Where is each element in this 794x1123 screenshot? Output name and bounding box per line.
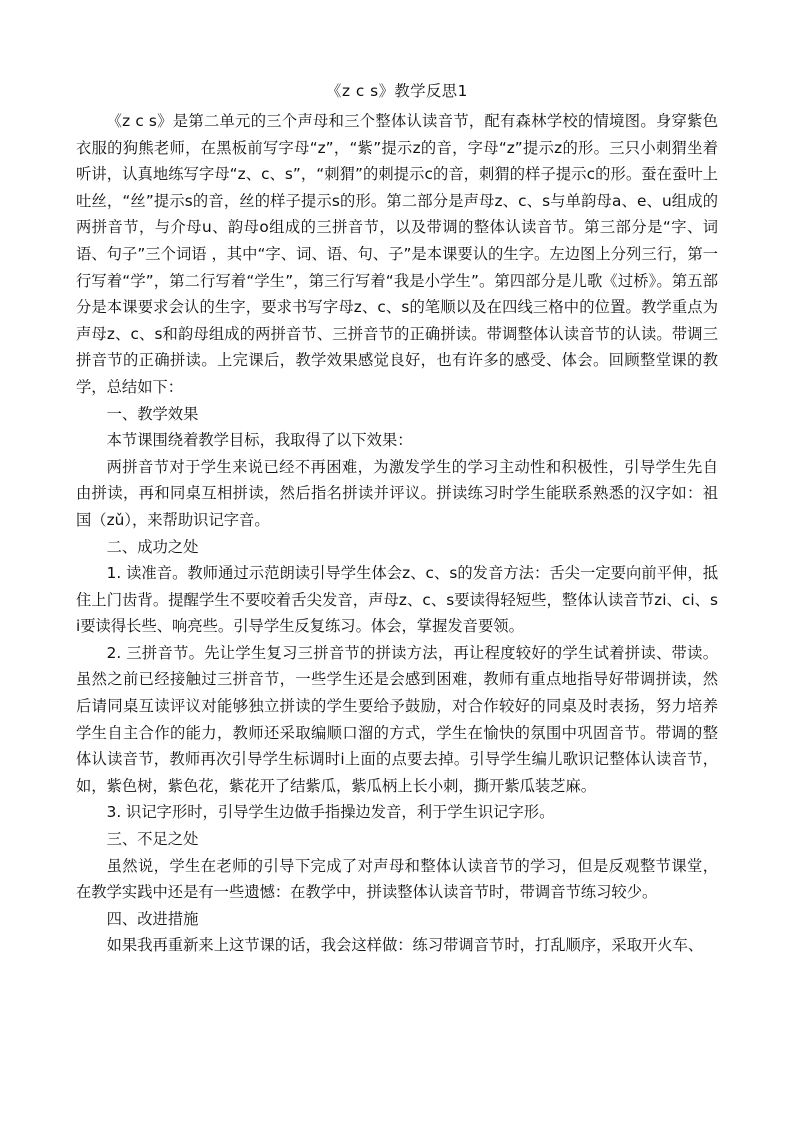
paragraph: 如果我再重新来上这节课的话，我会这样做：练习带调音节时，打乱顺序，采取开火车、	[106, 936, 704, 955]
section-heading: 三、不足之处	[106, 830, 199, 849]
paragraph: 虽然说，学生在老师的引导下完成了对声母和整体认读音节的学习，但是反观整节课堂，在教学实践中还是有一些遗憾：在教学中，拼读整体认读音节时，带调音节练习较少。	[76, 856, 718, 902]
section-heading: 一、教学效果	[106, 404, 199, 423]
paragraph: 两拼音节对于学生来说已经不再困难，为激发学生的学习主动性和积极性，引导学生先自由拼读，再和同桌互相拼读，然后指名拼读并评议。拼读练习时学生能联系熟悉的汉字如：祖国（zǔ），来帮助识记字音。	[76, 457, 718, 529]
paragraph: 3. 识记字形时，引导学生边做手指操边发音，利于学生识记字形。	[106, 803, 555, 822]
document-body	[76, 108, 718, 959]
document-title: 《z c s》教学反思1	[326, 82, 468, 100]
section-heading: 二、成功之处	[106, 537, 199, 556]
paragraph: 2. 三拼音节。先让学生复习三拼音节的拼读方法，再让程度较好的学生试着拼读、带读。虽然之前已经接触过三拼音节，一些学生还是会感到困难，教师有重点地指导好带调拼读，然后请同桌互读评议对能够独立拼读的学生要给予鼓励，对合作较好的同桌及时表扬，努力培养学生自主合作的能力，教师还采取编顺口溜的方式，学生在愉快的氛围中巩固音节。带调的整体认读音节，教师再次引导学生标调时i上面的点要去掉。引导学生编儿歌识记整体认读音节，如，紫色树，紫色花，紫花开了结紫瓜，紫瓜柄上长小刺，撕开紫瓜装芝麻。	[76, 643, 718, 795]
document-page	[76, 74, 718, 959]
paragraph: 《z c s》是第二单元的三个声母和三个整体认读音节，配有森林学校的情境图。身穿紫色衣服的狗熊老师，在黑板前写字母“z”，“紫”提示z的音，字母“z”提示z的形。三只小刺猬坐着听讲，认真地练写字母“z、c、s”，“刺猬”的刺提示c的音，刺猬的样子提示c的形。蚕在蚕叶上吐丝，“丝”提示s的音，丝的样子提示s的形。第二部分是声母z、c、s与单韵母a、e、u组成的两拼音节，与介母u、韵母o组成的三拼音节，以及带调的整体认读音节。第三部分是“字、词语、句子”三个词语 ，其中“字、词、语、句、子”是本课要认的生字。左边图上分列三行，第一行写着“学”，第二行写着“学生”，第三行写着“我是小学生”。第四部分是儿歌《过桥》。第五部分是本课要求会认的生字，要求书写字母z、c、s的笔顺以及在四线三格中的位置。教学重点为声母z、c、s和韵母组成的两拼音节、三拼音节的正确拼读。带调整体认读音节的认读。带调三拼音节的正确拼读。上完课后，教学效果感觉良好，也有许多的感受、体会。回顾整堂课的教学，总结如下：	[76, 112, 718, 396]
paragraph: 本节课围绕着教学目标，我取得了以下效果：	[106, 431, 413, 450]
paragraph: 1. 读准音。教师通过示范朗读引导学生体会z、c、s的发音方法：舌尖一定要向前平伸，抵住上门齿背。提醒学生不要咬着舌尖发音，声母z、c、s要读得轻短些，整体认读音节zi、ci、si要读得长些、响亮些。引导学生反复练习。体会，掌握发音要领。	[76, 564, 718, 636]
section-heading: 四、改进措施	[106, 909, 199, 928]
